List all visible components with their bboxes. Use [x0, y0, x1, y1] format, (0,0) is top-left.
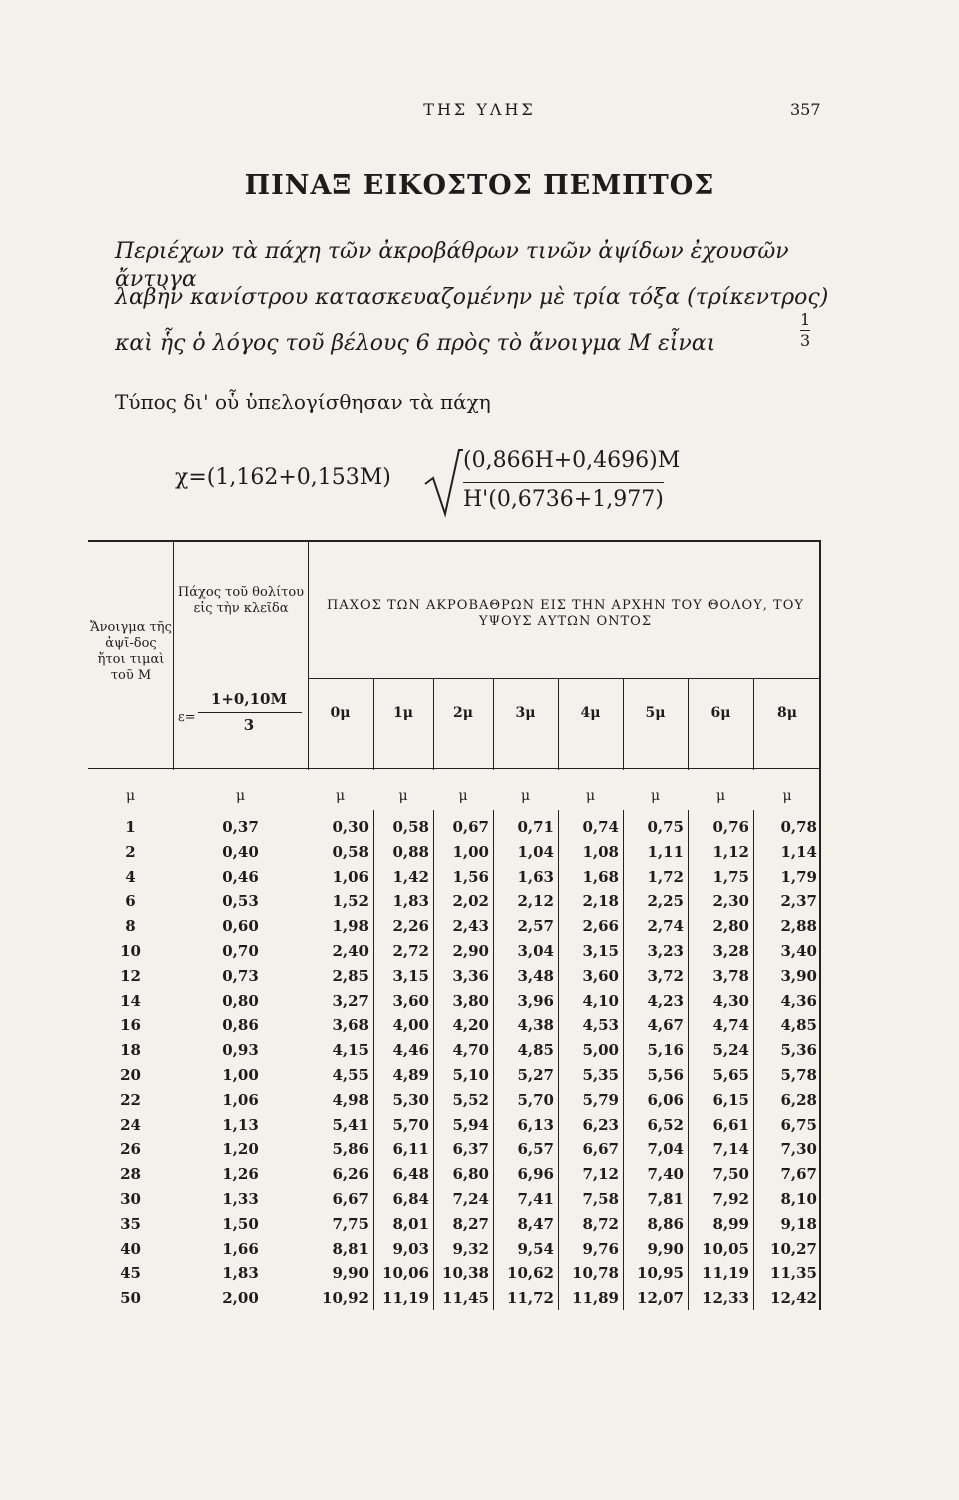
abutment-thickness-value: 10,06	[382, 1264, 429, 1283]
abutment-thickness-value: 6,13	[517, 1115, 554, 1134]
abutment-thickness-value: 2,90	[452, 942, 489, 960]
abutment-thickness-value: 0,58	[332, 842, 369, 861]
opening-value: 2	[125, 842, 136, 861]
opening-value: 50	[120, 1289, 141, 1308]
abutment-thickness-value: 1,11	[647, 842, 684, 861]
abutment-thickness-value: 0,67	[452, 818, 489, 836]
formula-intro: Τύπος δι' οὗ ὑπελογίσθησαν τὰ πάχη	[115, 390, 491, 414]
col-thickness-formula	[176, 690, 306, 750]
abutment-thickness-value: 5,70	[517, 1090, 554, 1109]
opening-value: 24	[120, 1115, 141, 1134]
abutment-thickness-value: 6,06	[647, 1090, 684, 1109]
abutment-thickness-value: 8,10	[780, 1190, 817, 1208]
abutment-thickness-value: 2,88	[780, 917, 817, 936]
abutment-thickness-value: 4,00	[392, 1016, 429, 1035]
abutment-thickness-value: 6,37	[452, 1140, 489, 1159]
abutment-thickness-value: 1,63	[517, 867, 554, 886]
abutment-thickness-value: 2,43	[452, 917, 489, 936]
formula-den: 3	[243, 716, 255, 734]
abutment-thickness-value: 5,79	[582, 1090, 619, 1109]
height-col-header: 8μ	[777, 705, 797, 721]
abutment-thickness-value: 8,99	[712, 1214, 749, 1233]
abutment-thickness-value: 8,27	[452, 1214, 489, 1233]
abutment-thickness-value: 7,30	[780, 1140, 817, 1159]
unit-label: μ	[715, 788, 726, 804]
abutment-thickness-value: 2,72	[392, 942, 429, 960]
keystone-thickness-value: 0,80	[222, 991, 259, 1010]
abutment-thickness-value: 1,06	[332, 867, 369, 886]
formula-numerator: (0,866H+0,4696)M	[463, 448, 681, 473]
opening-value: 1	[125, 818, 136, 836]
running-head: ΤΗΣ ΥΛΗΣ	[423, 100, 536, 119]
abutment-thickness-value: 4,36	[780, 991, 817, 1010]
opening-value: 40	[120, 1239, 141, 1258]
ratio-fraction-den: 3	[800, 331, 811, 350]
abutment-thickness-value: 5,41	[332, 1115, 369, 1134]
abutment-thickness-value: 1,83	[392, 892, 429, 911]
abutment-thickness-value: 2,26	[392, 917, 429, 936]
formula-num: 1+0,10M	[210, 690, 288, 708]
abutment-thickness-value: 7,50	[712, 1165, 749, 1184]
height-col-divider	[433, 678, 434, 770]
keystone-thickness-value: 1,13	[222, 1115, 259, 1134]
abutment-thickness-value: 3,40	[780, 942, 817, 960]
abutment-thickness-value: 12,42	[770, 1289, 817, 1308]
abutment-thickness-value: 10,78	[572, 1264, 619, 1283]
abutment-thickness-value: 1,79	[780, 867, 817, 886]
abutment-thickness-value: 2,37	[780, 892, 817, 911]
keystone-thickness-value: 1,00	[222, 1066, 259, 1084]
abutment-thickness-value: 2,74	[647, 917, 684, 936]
abutment-thickness-value: 3,23	[647, 942, 684, 960]
abutment-thickness-value: 3,28	[712, 942, 749, 960]
abutment-thickness-value: 8,72	[582, 1214, 619, 1233]
abutment-thickness-value: 7,24	[452, 1190, 489, 1208]
abutment-thickness-value: 2,66	[582, 917, 619, 936]
abutment-thickness-value: 5,94	[452, 1115, 489, 1134]
abutment-thickness-value: 2,85	[332, 966, 369, 985]
opening-value: 16	[120, 1016, 141, 1035]
abutment-thickness-value: 5,36	[780, 1041, 817, 1060]
abutment-thickness-value: 3,72	[647, 966, 684, 985]
keystone-thickness-value: 0,73	[222, 966, 259, 985]
keystone-thickness-value: 0,93	[222, 1041, 259, 1060]
abutment-thickness-value: 4,30	[712, 991, 749, 1010]
abutment-thickness-value: 1,12	[712, 842, 749, 861]
abutment-thickness-value: 7,75	[332, 1214, 369, 1233]
abutment-thickness-value: 9,32	[452, 1239, 489, 1258]
abutment-thickness-value: 2,80	[712, 917, 749, 936]
abutment-thickness-value: 11,45	[442, 1289, 489, 1308]
abutment-thickness-value: 0,74	[582, 818, 619, 836]
keystone-thickness-value: 0,86	[222, 1016, 259, 1035]
abutment-thickness-value: 7,92	[712, 1190, 749, 1208]
description-line-1: Περιέχων τὰ πάχη τῶν ἀκροβάθρων τινῶν ἀψίδων ἐχουσῶν ἄντυγα	[115, 239, 789, 292]
abutment-thickness-value: 0,88	[392, 842, 429, 861]
opening-value: 28	[120, 1165, 141, 1184]
abutment-thickness-value: 4,89	[392, 1066, 429, 1084]
abutment-thickness-value: 4,15	[332, 1041, 369, 1060]
abutment-thickness-value: 1,75	[712, 867, 749, 886]
abutment-thickness-value: 2,25	[647, 892, 684, 911]
abutment-thickness-value: 6,11	[392, 1140, 429, 1159]
formula-denominator: H'(0,6736+1,977)	[463, 482, 664, 512]
abutment-thickness-value: 8,01	[392, 1214, 429, 1233]
abutment-thickness-value: 0,78	[780, 818, 817, 836]
keystone-thickness-value: 1,06	[222, 1090, 259, 1109]
abutment-thickness-value: 5,30	[392, 1090, 429, 1109]
abutment-thickness-value: 4,98	[332, 1090, 369, 1109]
page-number: 357	[790, 100, 821, 119]
table-right-rule	[819, 540, 821, 1310]
unit-label: μ	[650, 788, 661, 804]
abutment-thickness-value: 4,74	[712, 1016, 749, 1035]
abutment-thickness-value: 1,08	[582, 842, 619, 861]
abutment-thickness-value: 3,48	[517, 966, 554, 985]
abutment-thickness-value: 4,85	[780, 1016, 817, 1035]
height-col-divider	[373, 678, 374, 770]
keystone-thickness-value: 1,50	[222, 1214, 259, 1233]
abutment-thickness-value: 4,55	[332, 1066, 369, 1084]
abutment-thickness-value: 2,57	[517, 917, 554, 936]
height-col-header: 1μ	[393, 705, 413, 721]
description-line-2: λαβὴν κανίστρου κατασκευαζομένην μὲ τρία τόξα (τρίκεντρος)	[115, 285, 829, 310]
epsilon-prefix: ε=	[178, 710, 196, 725]
abutment-thickness-value: 6,67	[332, 1190, 369, 1208]
abutment-thickness-value: 9,90	[647, 1239, 684, 1258]
abutment-thickness-value: 10,92	[322, 1289, 369, 1308]
abutment-thickness-value: 7,41	[517, 1190, 554, 1208]
unit-label: μ	[585, 788, 596, 804]
keystone-thickness-value: 0,53	[222, 892, 259, 911]
height-col-divider	[688, 678, 689, 770]
keystone-thickness-value: 0,37	[222, 818, 259, 836]
abutment-thickness-value: 3,80	[452, 991, 489, 1010]
abutment-thickness-value: 7,04	[647, 1140, 684, 1159]
abutment-thickness-value: 5,16	[647, 1041, 684, 1060]
abutment-thickness-value: 0,30	[332, 818, 369, 836]
abutment-thickness-value: 4,10	[582, 991, 619, 1010]
abutment-thickness-value: 0,76	[712, 818, 749, 836]
abutment-thickness-value: 1,00	[452, 842, 489, 861]
formula-lead: χ=(1,162+0,153M)	[175, 465, 391, 490]
abutment-thickness-value: 6,80	[452, 1165, 489, 1184]
abutment-thickness-value: 5,65	[712, 1066, 749, 1084]
opening-value: 45	[120, 1264, 141, 1283]
abutment-thickness-value: 2,12	[517, 892, 554, 911]
col-divider-1	[173, 540, 174, 770]
abutment-thickness-value: 7,81	[647, 1190, 684, 1208]
abutment-thickness-value: 4,38	[517, 1016, 554, 1035]
abutment-thickness-value: 8,47	[517, 1214, 554, 1233]
abutment-thickness-value: 11,19	[382, 1289, 429, 1308]
abutment-thickness-value: 10,27	[770, 1239, 817, 1258]
abutment-thickness-value: 5,24	[712, 1041, 749, 1060]
height-col-header: 5μ	[645, 705, 666, 721]
abutment-thickness-value: 9,54	[517, 1239, 554, 1258]
abutment-thickness-value: 8,86	[647, 1214, 684, 1233]
abutment-thickness-value: 12,33	[702, 1289, 749, 1308]
abutment-thickness-value: 5,00	[582, 1041, 619, 1060]
abutment-thickness-value: 10,05	[702, 1239, 749, 1258]
abutment-thickness-value: 2,18	[582, 892, 619, 911]
keystone-thickness-value: 1,26	[222, 1165, 259, 1184]
abutment-thickness-value: 1,68	[582, 867, 619, 886]
abutment-thickness-value: 4,53	[582, 1016, 619, 1035]
abutment-thickness-value: 3,36	[452, 966, 489, 985]
keystone-thickness-value: 0,40	[222, 842, 259, 861]
abutment-thickness-value: 3,15	[582, 942, 619, 960]
ratio-fraction-num: 1	[800, 310, 811, 329]
formula-bar	[198, 712, 302, 713]
opening-value: 10	[120, 942, 141, 960]
unit-label: μ	[458, 788, 468, 804]
abutment-thickness-value: 4,67	[647, 1016, 684, 1035]
abutment-thickness-value: 9,18	[780, 1214, 817, 1233]
data-table	[88, 540, 823, 1310]
ratio-fraction	[800, 310, 810, 351]
abutment-thickness-value: 1,52	[332, 892, 369, 911]
abutment-thickness-value: 5,70	[392, 1115, 429, 1134]
abutment-thickness-value: 3,15	[392, 966, 429, 985]
abutment-thickness-value: 3,90	[780, 966, 817, 985]
abutment-thickness-value: 7,67	[780, 1165, 817, 1184]
abutment-thickness-value: 11,89	[572, 1289, 619, 1308]
height-col-header: 2μ	[453, 705, 473, 721]
height-col-divider	[623, 678, 624, 770]
opening-value: 30	[120, 1190, 141, 1208]
opening-value: 18	[120, 1041, 141, 1060]
abutment-thickness-value: 6,75	[780, 1115, 817, 1134]
abutment-thickness-value: 6,48	[392, 1165, 429, 1184]
abutment-thickness-value: 4,20	[452, 1016, 489, 1035]
abutment-thickness-value: 5,56	[647, 1066, 684, 1084]
abutment-thickness-value: 1,72	[647, 867, 684, 886]
abutment-thickness-value: 4,23	[647, 991, 684, 1010]
abutment-thickness-value: 4,85	[517, 1041, 554, 1060]
abutment-thickness-value: 1,04	[517, 842, 554, 861]
abutment-thickness-value: 6,26	[332, 1165, 369, 1184]
abutment-thickness-value: 1,14	[780, 842, 817, 861]
keystone-thickness-value: 1,83	[222, 1264, 259, 1283]
abutment-thickness-value: 0,58	[392, 818, 429, 836]
abutment-thickness-value: 11,19	[702, 1264, 749, 1283]
keystone-thickness-value: 1,33	[222, 1190, 259, 1208]
abutment-thickness-value: 6,15	[712, 1090, 749, 1109]
header-bottom-rule	[88, 768, 821, 769]
table-top-rule	[88, 540, 821, 542]
abutment-thickness-value: 5,27	[517, 1066, 554, 1084]
abutment-thickness-value: 7,14	[712, 1140, 749, 1159]
height-col-header: 4μ	[580, 705, 601, 721]
abutment-thickness-value: 9,03	[392, 1239, 429, 1258]
abutment-thickness-value: 6,28	[780, 1090, 817, 1109]
height-col-divider	[493, 678, 494, 770]
opening-value: 8	[125, 917, 136, 936]
unit-label: μ	[520, 788, 531, 804]
abutment-thickness-value: 1,98	[332, 917, 369, 936]
abutment-thickness-value: 1,56	[452, 867, 489, 886]
abutment-thickness-value: 3,04	[517, 942, 554, 960]
col-thickness-header: Πάχος τοῦ θολίτου εἰς τὴν κλεῖδα	[177, 585, 305, 616]
abutment-thickness-value: 6,84	[392, 1190, 429, 1208]
unit-label: μ	[335, 788, 346, 804]
abutment-thickness-value: 7,12	[582, 1165, 619, 1184]
abutment-thickness-value: 4,46	[392, 1041, 429, 1060]
abutment-thickness-value: 12,07	[637, 1289, 684, 1308]
keystone-thickness-value: 0,70	[222, 942, 259, 960]
opening-value: 6	[125, 892, 136, 911]
opening-value: 12	[120, 966, 141, 985]
abutment-thickness-value: 11,72	[507, 1289, 554, 1308]
group-header-rule	[308, 678, 821, 679]
abutment-thickness-value: 3,96	[517, 991, 554, 1010]
abutment-thickness-value: 6,67	[582, 1140, 619, 1159]
abutment-thickness-value: 5,86	[332, 1140, 369, 1159]
keystone-thickness-value: 0,46	[222, 867, 259, 886]
abutment-thickness-value: 8,81	[332, 1239, 369, 1258]
unit-label: μ	[398, 788, 408, 804]
abutment-thickness-value: 1,42	[392, 867, 429, 886]
opening-value: 22	[120, 1090, 141, 1109]
abutment-thickness-value: 2,02	[452, 892, 489, 911]
abutment-thickness-value: 7,58	[582, 1190, 619, 1208]
abutment-thickness-value: 6,57	[517, 1140, 554, 1159]
abutment-thickness-value: 3,60	[582, 966, 619, 985]
opening-value: 20	[120, 1066, 141, 1084]
height-col-header: 3μ	[515, 705, 536, 721]
abutment-thickness-value: 5,35	[582, 1066, 619, 1084]
abutment-thickness-value: 9,76	[582, 1239, 619, 1258]
description-line-3: καὶ ἧς ὁ λόγος τοῦ βέλους 6 πρὸς τὸ ἄνοιγμα Μ εἶναι	[115, 331, 716, 356]
abutment-thickness-value: 2,40	[332, 942, 369, 960]
opening-value: 35	[120, 1214, 141, 1233]
opening-value: 4	[125, 867, 136, 886]
abutment-thickness-value: 5,78	[780, 1066, 817, 1084]
height-col-divider	[753, 678, 754, 770]
formula	[175, 448, 695, 518]
keystone-thickness-value: 0,60	[222, 917, 259, 936]
abutment-thickness-value: 2,30	[712, 892, 749, 911]
abutment-thickness-value: 0,71	[517, 818, 554, 836]
col-opening-header: Ἄνοιγμα τῆς ἀψῖ-δος ἤτοι τιμαὶ τοῦ Μ	[90, 620, 172, 683]
abutment-thickness-value: 10,95	[637, 1264, 684, 1283]
abutment-thickness-value: 5,10	[452, 1066, 489, 1084]
abutment-thickness-value: 3,78	[712, 966, 749, 985]
abutment-thickness-value: 6,23	[582, 1115, 619, 1134]
keystone-thickness-value: 1,20	[222, 1140, 259, 1159]
opening-value: 14	[120, 991, 141, 1010]
height-col-divider	[558, 678, 559, 770]
abutment-thickness-value: 4,70	[452, 1041, 489, 1060]
group-header: ΠΑΧΟΣ ΤΩΝ ΑΚΡΟΒΑΘΡΩΝ ΕΙΣ ΤΗΝ ΑΡΧΗΝ ΤΟΥ ΘΟΛΟΥ, ΤΟΥ ΥΨΟΥΣ ΑΥΤΩΝ ΟΝΤΟΣ	[327, 598, 804, 629]
abutment-thickness-value: 6,61	[712, 1115, 749, 1134]
sqrt-sign-icon	[423, 448, 463, 518]
unit-label: μ	[235, 788, 246, 804]
abutment-thickness-value: 3,68	[332, 1016, 369, 1035]
keystone-thickness-value: 2,00	[222, 1289, 259, 1308]
abutment-thickness-value: 10,38	[442, 1264, 489, 1283]
opening-value: 26	[120, 1140, 141, 1159]
abutment-thickness-value: 5,52	[452, 1090, 489, 1109]
table-title: ΠΙΝΑΞ ΕΙΚΟΣΤΟΣ ΠΕΜΠΤΟΣ	[244, 170, 715, 201]
height-col-header: 0μ	[330, 705, 351, 721]
col-divider-2	[308, 540, 309, 770]
abutment-thickness-value: 9,90	[332, 1264, 369, 1283]
height-col-header: 6μ	[710, 705, 731, 721]
abutment-thickness-value: 6,52	[647, 1115, 684, 1134]
abutment-thickness-value: 3,27	[332, 991, 369, 1010]
abutment-thickness-value: 3,60	[392, 991, 429, 1010]
abutment-thickness-value: 7,40	[647, 1165, 684, 1184]
keystone-thickness-value: 1,66	[222, 1239, 259, 1258]
abutment-thickness-value: 10,62	[507, 1264, 554, 1283]
unit-label: μ	[125, 788, 136, 804]
abutment-thickness-value: 11,35	[770, 1264, 817, 1283]
abutment-thickness-value: 6,96	[517, 1165, 554, 1184]
unit-label: μ	[782, 788, 792, 804]
abutment-thickness-value: 0,75	[647, 818, 684, 836]
